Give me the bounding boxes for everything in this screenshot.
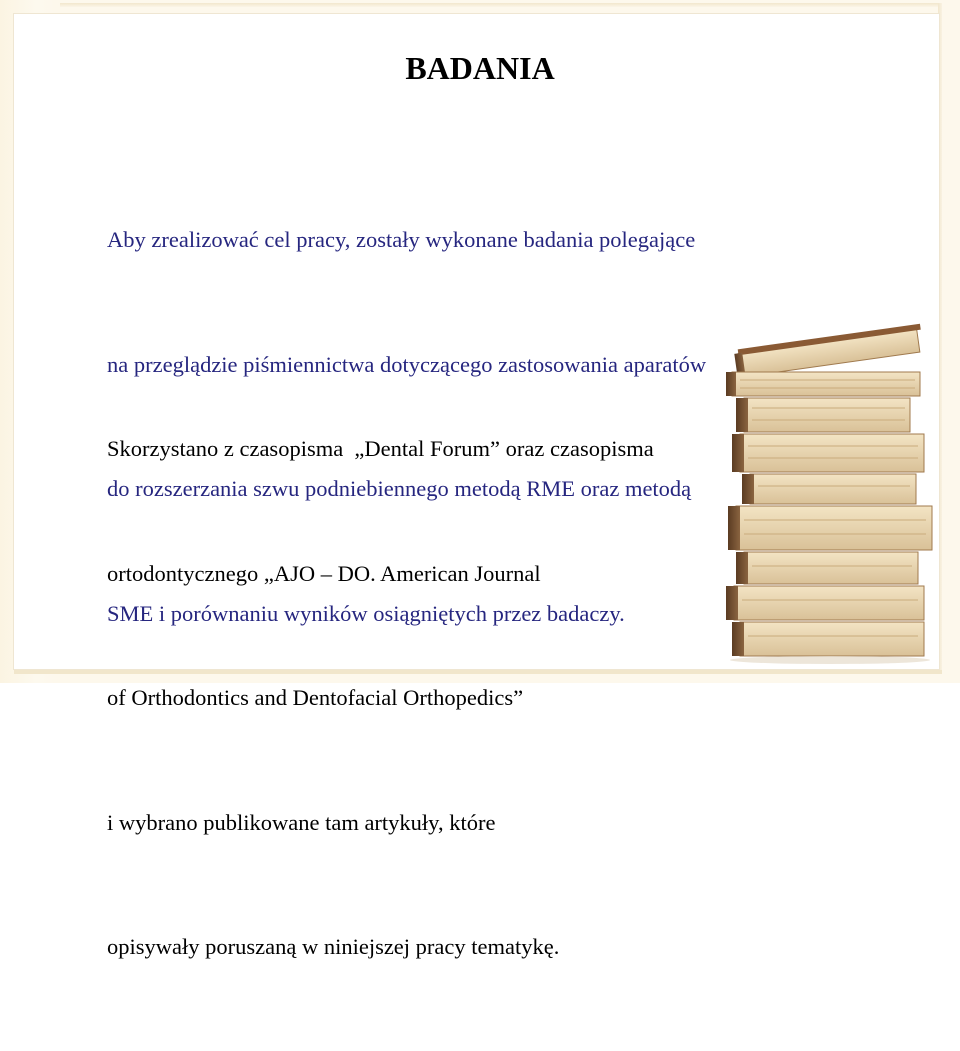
paragraph-line: do rozszerzania szwu podniebiennego metodą RME oraz metodą bbox=[107, 476, 692, 501]
slide-title: BADANIA bbox=[405, 50, 555, 86]
paragraph-line: ortodontycznego „AJO – DO. American Journal bbox=[107, 560, 541, 586]
stack-of-books-icon bbox=[700, 330, 940, 665]
paragraph-line: Aby zrealizować cel pracy, zostały wykonane badania polegające bbox=[107, 227, 696, 252]
paragraph-sources bbox=[107, 345, 654, 1051]
paragraph-line: Skorzystano z czasopisma „Dental Forum” oraz czasopisma bbox=[107, 436, 654, 461]
paragraph-line: of Orthodontics and Dentofacial Orthopedics” bbox=[107, 685, 524, 710]
paragraph-line: i wybrano publikowane tam artykuły, które bbox=[107, 809, 496, 835]
paragraph-line: na przeglądzie piśmiennictwa dotyczącego zastosowania aparatów bbox=[107, 351, 707, 377]
paragraph-line: SME i porównaniu wyników osiągniętych przez badaczy. bbox=[107, 600, 625, 626]
paper-edge-top bbox=[60, 3, 940, 7]
paragraph-line: opisywały poruszaną w niniejszej pracy tematykę. bbox=[107, 934, 560, 959]
